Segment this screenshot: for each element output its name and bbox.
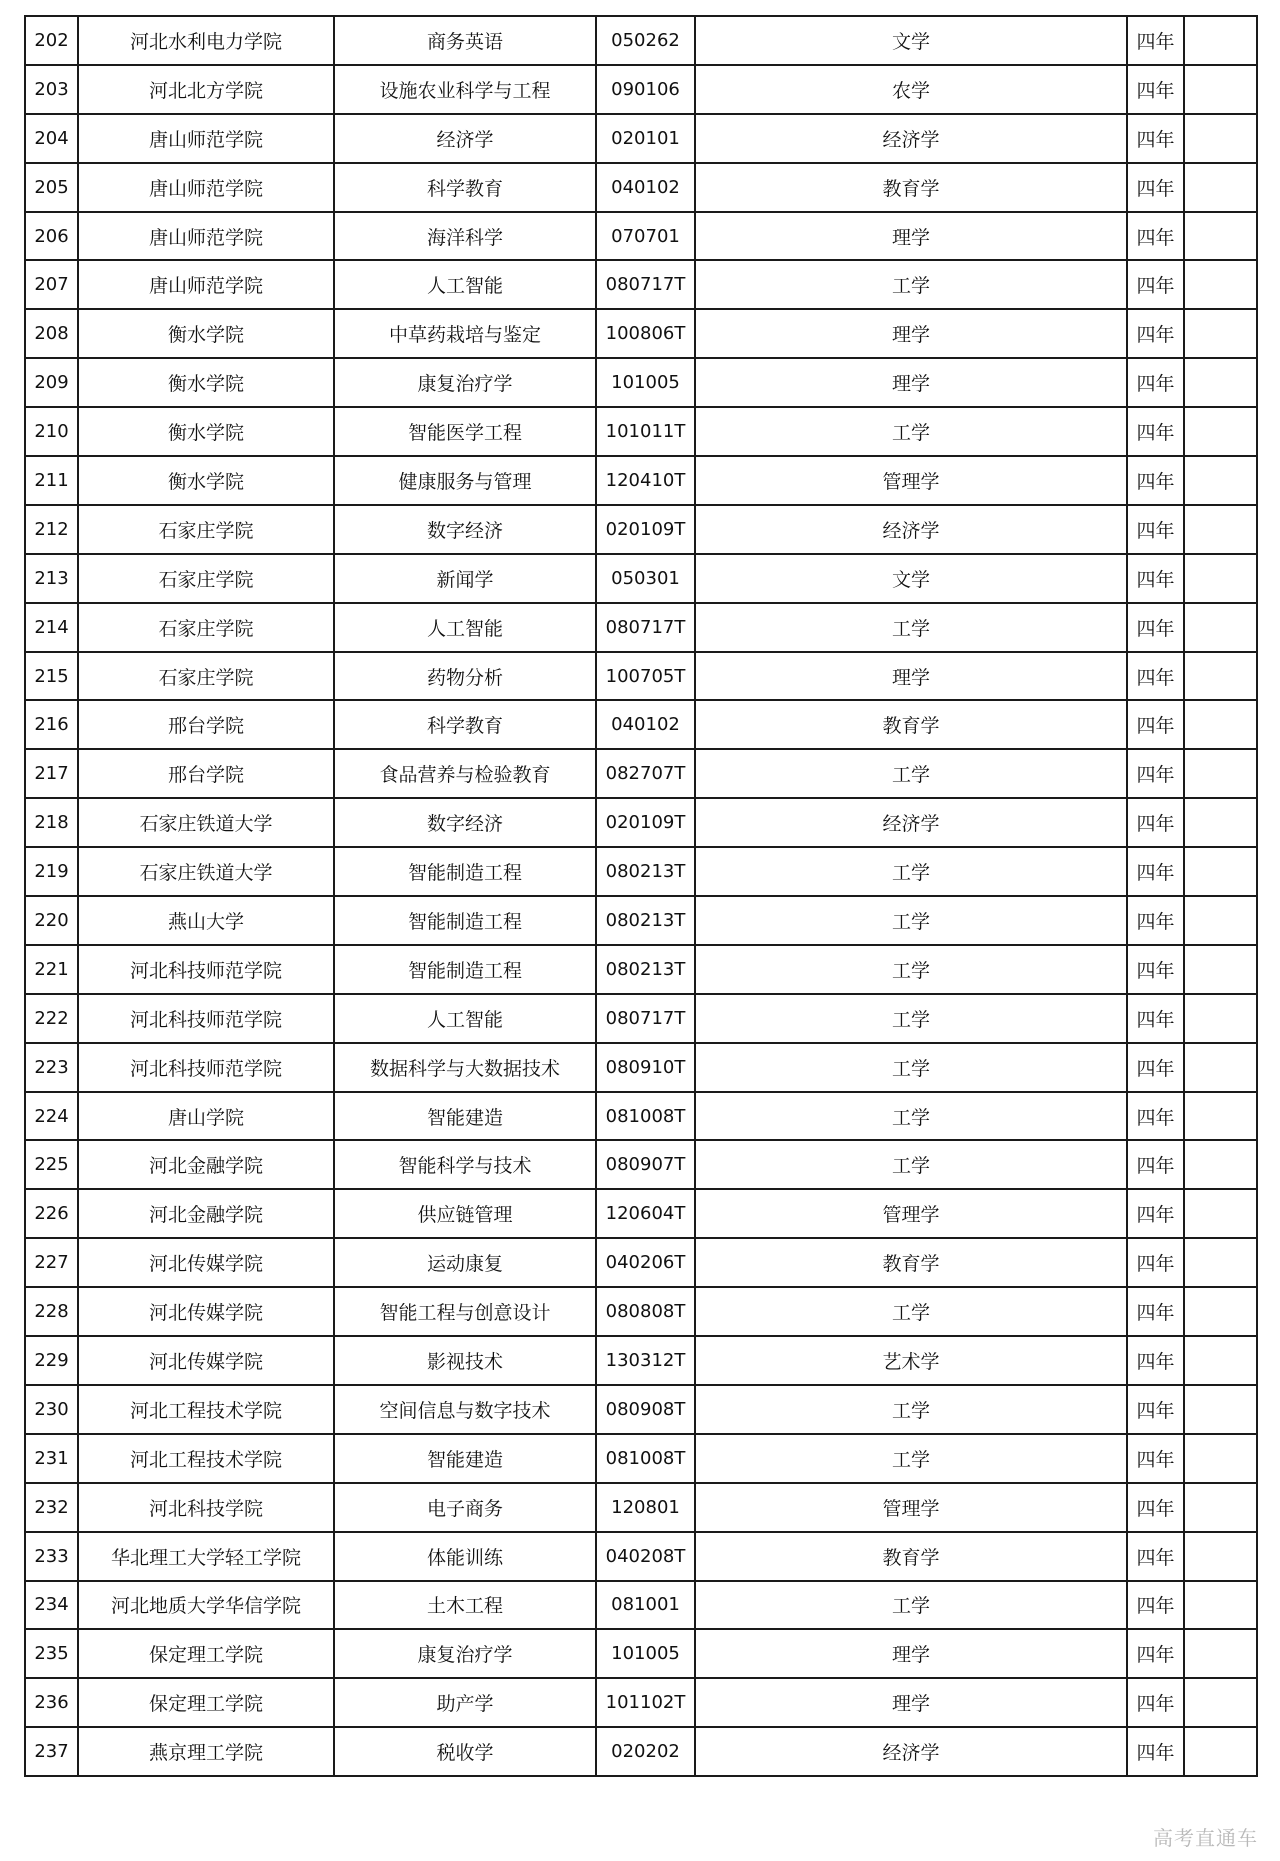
cell-duration: 四年 [1127, 163, 1184, 212]
cell-school: 邢台学院 [78, 700, 334, 749]
table-row [25, 1483, 1257, 1532]
cell-school: 唐山师范学院 [78, 260, 334, 309]
cell-major-code: 040102 [596, 163, 695, 212]
table-row [25, 554, 1257, 603]
cell-note [1184, 1629, 1257, 1678]
cell-serial-number: 202 [25, 16, 78, 65]
cell-serial-number: 235 [25, 1629, 78, 1678]
cell-note [1184, 1189, 1257, 1238]
cell-school: 河北水利电力学院 [78, 16, 334, 65]
table-row [25, 1189, 1257, 1238]
cell-major: 人工智能 [334, 994, 596, 1043]
cell-note [1184, 212, 1257, 261]
cell-note [1184, 65, 1257, 114]
cell-note [1184, 994, 1257, 1043]
cell-school: 河北科技师范学院 [78, 945, 334, 994]
cell-major: 经济学 [334, 114, 596, 163]
cell-school: 河北工程技术学院 [78, 1434, 334, 1483]
cell-discipline: 教育学 [695, 1238, 1127, 1287]
table-row [25, 407, 1257, 456]
table-row [25, 163, 1257, 212]
table-row [25, 603, 1257, 652]
cell-school: 河北金融学院 [78, 1140, 334, 1189]
cell-discipline: 工学 [695, 749, 1127, 798]
cell-serial-number: 225 [25, 1140, 78, 1189]
cell-school: 石家庄学院 [78, 554, 334, 603]
cell-duration: 四年 [1127, 1581, 1184, 1630]
cell-duration: 四年 [1127, 1287, 1184, 1336]
cell-major-code: 101005 [596, 1629, 695, 1678]
cell-school: 保定理工学院 [78, 1678, 334, 1727]
cell-duration: 四年 [1127, 1385, 1184, 1434]
cell-major-code: 080910T [596, 1043, 695, 1092]
cell-major: 智能制造工程 [334, 945, 596, 994]
cell-serial-number: 227 [25, 1238, 78, 1287]
cell-note [1184, 16, 1257, 65]
watermark: 高考直通车 [1153, 1826, 1258, 1850]
table-row [25, 260, 1257, 309]
cell-serial-number: 231 [25, 1434, 78, 1483]
cell-major: 智能建造 [334, 1092, 596, 1141]
cell-discipline: 工学 [695, 1581, 1127, 1630]
cell-note [1184, 1532, 1257, 1581]
cell-major: 食品营养与检验教育 [334, 749, 596, 798]
cell-school: 河北工程技术学院 [78, 1385, 334, 1434]
cell-discipline: 理学 [695, 1678, 1127, 1727]
cell-discipline: 教育学 [695, 1532, 1127, 1581]
cell-major: 人工智能 [334, 260, 596, 309]
cell-note [1184, 1287, 1257, 1336]
cell-major: 海洋科学 [334, 212, 596, 261]
cell-serial-number: 223 [25, 1043, 78, 1092]
cell-major-code: 080908T [596, 1385, 695, 1434]
table-row [25, 1287, 1257, 1336]
cell-duration: 四年 [1127, 798, 1184, 847]
cell-serial-number: 234 [25, 1581, 78, 1630]
cell-major-code: 090106 [596, 65, 695, 114]
cell-duration: 四年 [1127, 309, 1184, 358]
cell-major: 税收学 [334, 1727, 596, 1776]
cell-discipline: 工学 [695, 1043, 1127, 1092]
cell-serial-number: 213 [25, 554, 78, 603]
cell-discipline: 工学 [695, 407, 1127, 456]
cell-major: 新闻学 [334, 554, 596, 603]
cell-major: 康复治疗学 [334, 358, 596, 407]
table-row [25, 1043, 1257, 1092]
cell-serial-number: 203 [25, 65, 78, 114]
table-row [25, 945, 1257, 994]
table-row [25, 1581, 1257, 1630]
cell-major-code: 020109T [596, 505, 695, 554]
table-row [25, 847, 1257, 896]
cell-major-code: 080717T [596, 260, 695, 309]
cell-duration: 四年 [1127, 1629, 1184, 1678]
cell-major: 影视技术 [334, 1336, 596, 1385]
cell-major-code: 080808T [596, 1287, 695, 1336]
cell-school: 燕京理工学院 [78, 1727, 334, 1776]
cell-major: 智能医学工程 [334, 407, 596, 456]
cell-duration: 四年 [1127, 65, 1184, 114]
table-row [25, 1140, 1257, 1189]
cell-note [1184, 1336, 1257, 1385]
cell-school: 河北科技师范学院 [78, 994, 334, 1043]
cell-major: 电子商务 [334, 1483, 596, 1532]
cell-duration: 四年 [1127, 1336, 1184, 1385]
cell-serial-number: 236 [25, 1678, 78, 1727]
cell-major: 康复治疗学 [334, 1629, 596, 1678]
cell-major-code: 020202 [596, 1727, 695, 1776]
cell-major-code: 050262 [596, 16, 695, 65]
cell-note [1184, 798, 1257, 847]
table-row [25, 1678, 1257, 1727]
cell-major: 数字经济 [334, 798, 596, 847]
cell-school: 衡水学院 [78, 358, 334, 407]
cell-note [1184, 945, 1257, 994]
cell-major-code: 081008T [596, 1434, 695, 1483]
table-row [25, 1092, 1257, 1141]
table-row [25, 309, 1257, 358]
cell-school: 石家庄铁道大学 [78, 847, 334, 896]
cell-duration: 四年 [1127, 1532, 1184, 1581]
cell-school: 燕山大学 [78, 896, 334, 945]
cell-major: 供应链管理 [334, 1189, 596, 1238]
cell-note [1184, 505, 1257, 554]
cell-school: 河北传媒学院 [78, 1287, 334, 1336]
cell-major-code: 082707T [596, 749, 695, 798]
cell-serial-number: 230 [25, 1385, 78, 1434]
cell-discipline: 文学 [695, 554, 1127, 603]
cell-major: 药物分析 [334, 652, 596, 701]
cell-major-code: 101102T [596, 1678, 695, 1727]
cell-duration: 四年 [1127, 554, 1184, 603]
cell-serial-number: 206 [25, 212, 78, 261]
cell-note [1184, 1043, 1257, 1092]
cell-discipline: 工学 [695, 260, 1127, 309]
cell-discipline: 工学 [695, 1140, 1127, 1189]
cell-major-code: 081008T [596, 1092, 695, 1141]
cell-note [1184, 1434, 1257, 1483]
cell-duration: 四年 [1127, 603, 1184, 652]
cell-duration: 四年 [1127, 945, 1184, 994]
cell-duration: 四年 [1127, 1483, 1184, 1532]
cell-discipline: 管理学 [695, 1483, 1127, 1532]
cell-serial-number: 226 [25, 1189, 78, 1238]
cell-serial-number: 209 [25, 358, 78, 407]
cell-major-code: 040102 [596, 700, 695, 749]
cell-note [1184, 1238, 1257, 1287]
cell-major: 体能训练 [334, 1532, 596, 1581]
cell-discipline: 理学 [695, 212, 1127, 261]
cell-serial-number: 215 [25, 652, 78, 701]
cell-major-code: 040208T [596, 1532, 695, 1581]
cell-discipline: 教育学 [695, 700, 1127, 749]
cell-school: 石家庄学院 [78, 505, 334, 554]
cell-serial-number: 204 [25, 114, 78, 163]
cell-duration: 四年 [1127, 358, 1184, 407]
cell-school: 邢台学院 [78, 749, 334, 798]
cell-note [1184, 749, 1257, 798]
cell-major: 设施农业科学与工程 [334, 65, 596, 114]
cell-serial-number: 221 [25, 945, 78, 994]
table-row [25, 652, 1257, 701]
cell-discipline: 教育学 [695, 163, 1127, 212]
table-row [25, 1532, 1257, 1581]
table-row [25, 1336, 1257, 1385]
cell-major-code: 080213T [596, 896, 695, 945]
table-row [25, 994, 1257, 1043]
cell-serial-number: 214 [25, 603, 78, 652]
cell-discipline: 工学 [695, 1092, 1127, 1141]
cell-major-code: 080907T [596, 1140, 695, 1189]
cell-major: 数字经济 [334, 505, 596, 554]
cell-serial-number: 205 [25, 163, 78, 212]
table-row [25, 700, 1257, 749]
cell-major: 智能制造工程 [334, 847, 596, 896]
major-list-table [24, 15, 1258, 1777]
cell-school: 衡水学院 [78, 309, 334, 358]
cell-note [1184, 358, 1257, 407]
cell-serial-number: 219 [25, 847, 78, 896]
cell-school: 唐山师范学院 [78, 114, 334, 163]
table-row [25, 1385, 1257, 1434]
cell-discipline: 工学 [695, 1287, 1127, 1336]
cell-note [1184, 1678, 1257, 1727]
cell-major-code: 020101 [596, 114, 695, 163]
cell-school: 石家庄铁道大学 [78, 798, 334, 847]
cell-school: 唐山师范学院 [78, 212, 334, 261]
cell-serial-number: 224 [25, 1092, 78, 1141]
cell-duration: 四年 [1127, 1238, 1184, 1287]
cell-major: 商务英语 [334, 16, 596, 65]
cell-serial-number: 237 [25, 1727, 78, 1776]
cell-duration: 四年 [1127, 896, 1184, 945]
cell-discipline: 管理学 [695, 1189, 1127, 1238]
cell-discipline: 工学 [695, 1434, 1127, 1483]
cell-major-code: 081001 [596, 1581, 695, 1630]
table-row [25, 1727, 1257, 1776]
cell-major-code: 050301 [596, 554, 695, 603]
cell-note [1184, 652, 1257, 701]
cell-duration: 四年 [1127, 212, 1184, 261]
cell-major: 运动康复 [334, 1238, 596, 1287]
cell-duration: 四年 [1127, 749, 1184, 798]
cell-school: 河北金融学院 [78, 1189, 334, 1238]
cell-serial-number: 229 [25, 1336, 78, 1385]
cell-serial-number: 217 [25, 749, 78, 798]
cell-school: 衡水学院 [78, 456, 334, 505]
cell-major-code: 070701 [596, 212, 695, 261]
cell-duration: 四年 [1127, 1434, 1184, 1483]
cell-major: 土木工程 [334, 1581, 596, 1630]
cell-major-code: 020109T [596, 798, 695, 847]
table-row [25, 456, 1257, 505]
cell-note [1184, 456, 1257, 505]
cell-major-code: 080717T [596, 994, 695, 1043]
cell-major-code: 130312T [596, 1336, 695, 1385]
cell-note [1184, 1581, 1257, 1630]
cell-school: 河北北方学院 [78, 65, 334, 114]
cell-school: 石家庄学院 [78, 652, 334, 701]
table-row [25, 65, 1257, 114]
cell-major: 助产学 [334, 1678, 596, 1727]
cell-note [1184, 700, 1257, 749]
cell-duration: 四年 [1127, 1043, 1184, 1092]
cell-major: 空间信息与数字技术 [334, 1385, 596, 1434]
cell-school: 华北理工大学轻工学院 [78, 1532, 334, 1581]
cell-discipline: 经济学 [695, 798, 1127, 847]
cell-discipline: 工学 [695, 1385, 1127, 1434]
cell-note [1184, 407, 1257, 456]
cell-duration: 四年 [1127, 1092, 1184, 1141]
cell-discipline: 经济学 [695, 505, 1127, 554]
cell-major-code: 101011T [596, 407, 695, 456]
cell-school: 河北传媒学院 [78, 1336, 334, 1385]
cell-discipline: 理学 [695, 358, 1127, 407]
cell-school: 石家庄学院 [78, 603, 334, 652]
cell-serial-number: 210 [25, 407, 78, 456]
cell-note [1184, 603, 1257, 652]
cell-serial-number: 228 [25, 1287, 78, 1336]
cell-school: 河北传媒学院 [78, 1238, 334, 1287]
cell-note [1184, 260, 1257, 309]
cell-discipline: 经济学 [695, 114, 1127, 163]
cell-duration: 四年 [1127, 407, 1184, 456]
cell-major-code: 120801 [596, 1483, 695, 1532]
cell-duration: 四年 [1127, 847, 1184, 896]
cell-duration: 四年 [1127, 700, 1184, 749]
cell-major: 智能科学与技术 [334, 1140, 596, 1189]
table-row [25, 749, 1257, 798]
cell-major: 数据科学与大数据技术 [334, 1043, 596, 1092]
cell-note [1184, 163, 1257, 212]
cell-school: 衡水学院 [78, 407, 334, 456]
table-row [25, 212, 1257, 261]
cell-school: 保定理工学院 [78, 1629, 334, 1678]
table-row [25, 505, 1257, 554]
cell-discipline: 工学 [695, 847, 1127, 896]
cell-duration: 四年 [1127, 652, 1184, 701]
cell-major-code: 040206T [596, 1238, 695, 1287]
cell-major: 智能工程与创意设计 [334, 1287, 596, 1336]
table-row [25, 114, 1257, 163]
cell-serial-number: 212 [25, 505, 78, 554]
cell-serial-number: 232 [25, 1483, 78, 1532]
cell-serial-number: 208 [25, 309, 78, 358]
cell-serial-number: 222 [25, 994, 78, 1043]
table-row [25, 798, 1257, 847]
cell-major-code: 100806T [596, 309, 695, 358]
table-body [25, 16, 1257, 1776]
cell-duration: 四年 [1127, 505, 1184, 554]
cell-discipline: 工学 [695, 603, 1127, 652]
cell-note [1184, 309, 1257, 358]
cell-major-code: 080213T [596, 847, 695, 896]
cell-note [1184, 896, 1257, 945]
table-row [25, 1434, 1257, 1483]
table-row [25, 1238, 1257, 1287]
table-row [25, 16, 1257, 65]
cell-major: 科学教育 [334, 700, 596, 749]
table-row [25, 896, 1257, 945]
cell-discipline: 管理学 [695, 456, 1127, 505]
cell-duration: 四年 [1127, 456, 1184, 505]
cell-note [1184, 1140, 1257, 1189]
cell-major: 人工智能 [334, 603, 596, 652]
cell-major: 科学教育 [334, 163, 596, 212]
cell-duration: 四年 [1127, 1189, 1184, 1238]
cell-major: 智能建造 [334, 1434, 596, 1483]
cell-note [1184, 847, 1257, 896]
cell-duration: 四年 [1127, 1727, 1184, 1776]
cell-serial-number: 218 [25, 798, 78, 847]
table-row [25, 1629, 1257, 1678]
cell-serial-number: 220 [25, 896, 78, 945]
table-row [25, 358, 1257, 407]
cell-duration: 四年 [1127, 260, 1184, 309]
cell-duration: 四年 [1127, 1678, 1184, 1727]
cell-discipline: 农学 [695, 65, 1127, 114]
cell-major: 健康服务与管理 [334, 456, 596, 505]
cell-major: 智能制造工程 [334, 896, 596, 945]
cell-note [1184, 554, 1257, 603]
cell-note [1184, 1385, 1257, 1434]
cell-serial-number: 216 [25, 700, 78, 749]
cell-school: 唐山学院 [78, 1092, 334, 1141]
cell-major-code: 080213T [596, 945, 695, 994]
cell-serial-number: 233 [25, 1532, 78, 1581]
cell-serial-number: 207 [25, 260, 78, 309]
cell-duration: 四年 [1127, 994, 1184, 1043]
cell-duration: 四年 [1127, 16, 1184, 65]
cell-note [1184, 114, 1257, 163]
cell-note [1184, 1483, 1257, 1532]
cell-note [1184, 1092, 1257, 1141]
cell-discipline: 理学 [695, 309, 1127, 358]
major-list-table-container [24, 15, 1256, 1777]
cell-major-code: 100705T [596, 652, 695, 701]
cell-discipline: 工学 [695, 994, 1127, 1043]
cell-duration: 四年 [1127, 114, 1184, 163]
cell-note [1184, 1727, 1257, 1776]
cell-discipline: 文学 [695, 16, 1127, 65]
cell-serial-number: 211 [25, 456, 78, 505]
cell-discipline: 艺术学 [695, 1336, 1127, 1385]
cell-major-code: 120410T [596, 456, 695, 505]
cell-school: 河北地质大学华信学院 [78, 1581, 334, 1630]
cell-school: 河北科技学院 [78, 1483, 334, 1532]
cell-school: 唐山师范学院 [78, 163, 334, 212]
cell-discipline: 理学 [695, 652, 1127, 701]
cell-major-code: 080717T [596, 603, 695, 652]
cell-major-code: 101005 [596, 358, 695, 407]
cell-discipline: 经济学 [695, 1727, 1127, 1776]
cell-major: 中草药栽培与鉴定 [334, 309, 596, 358]
cell-discipline: 理学 [695, 1629, 1127, 1678]
cell-duration: 四年 [1127, 1140, 1184, 1189]
cell-discipline: 工学 [695, 945, 1127, 994]
cell-discipline: 工学 [695, 896, 1127, 945]
cell-major-code: 120604T [596, 1189, 695, 1238]
cell-school: 河北科技师范学院 [78, 1043, 334, 1092]
